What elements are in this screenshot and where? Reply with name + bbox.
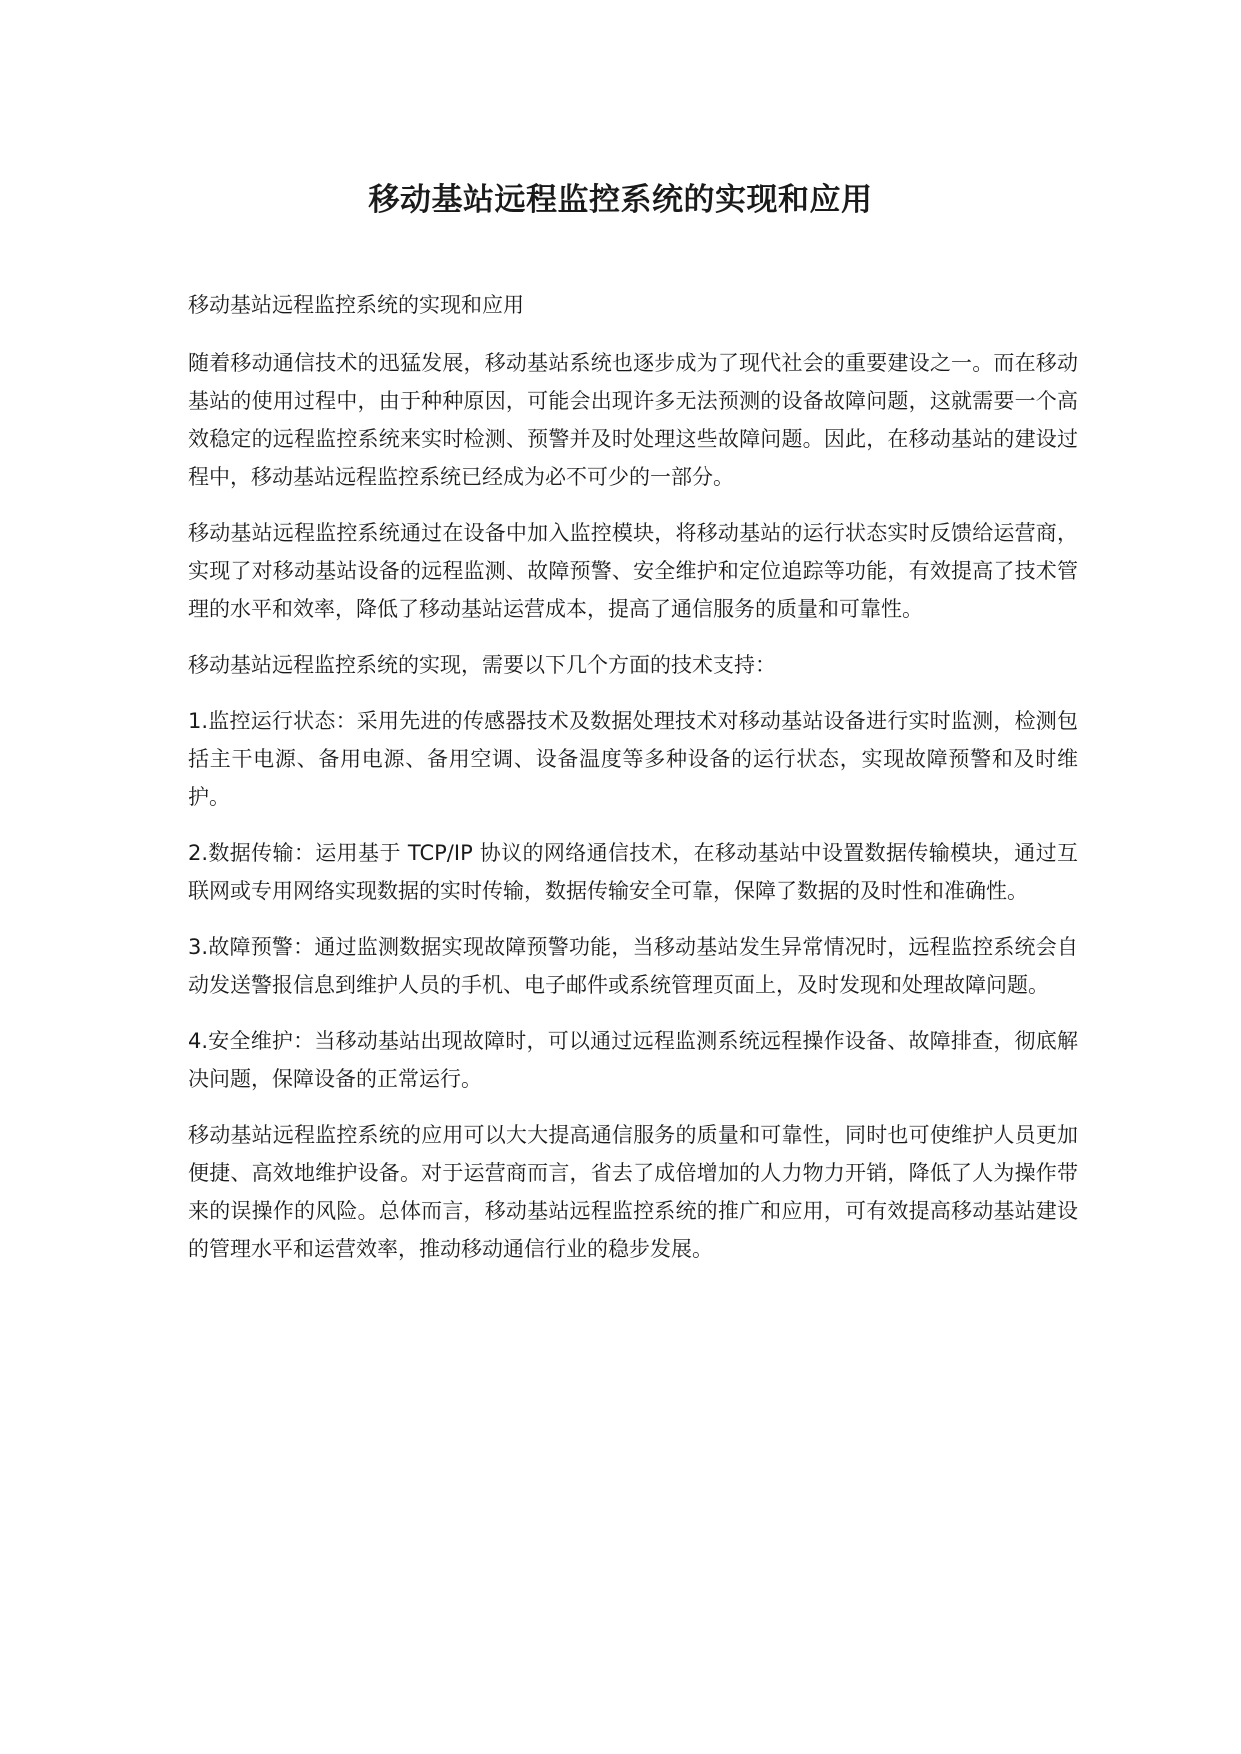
paragraph-item-4: 4.安全维护：当移动基站出现故障时，可以通过远程监测系统远程操作设备、故障排查，彻底解决问题，保障设备的正常运行。 <box>188 1029 1078 1091</box>
document-body <box>188 286 1078 1286</box>
paragraph-intro: 随着移动通信技术的迅猛发展，移动基站系统也逐步成为了现代社会的重要建设之一。而在移动基站的使用过程中，由于种种原因，可能会出现许多无法预测的设备故障问题，这就需要一个高效稳定的远程监控系统来实时检测、预警并及时处理这些故障问题。因此，在移动基站的建设过程中，移动基站远程监控系统已经成为必不可少的一部分。 <box>188 351 1078 489</box>
paragraph-item-2: 2.数据传输：运用基于 TCP/IP 协议的网络通信技术，在移动基站中设置数据传输模块，通过互联网或专用网络实现数据的实时传输，数据传输安全可靠，保障了数据的及时性和准确性。 <box>188 841 1078 903</box>
paragraph-item-3: 3.故障预警：通过监测数据实现故障预警功能，当移动基站发生异常情况时，远程监控系统会自动发送警报信息到维护人员的手机、电子邮件或系统管理页面上，及时发现和处理故障问题。 <box>188 935 1078 997</box>
paragraph-item-1: 1.监控运行状态：采用先进的传感器技术及数据处理技术对移动基站设备进行实时监测，检测包括主干电源、备用电源、备用空调、设备温度等多种设备的运行状态，实现故障预警和及时维护。 <box>188 709 1078 809</box>
paragraph-requirements: 移动基站远程监控系统的实现，需要以下几个方面的技术支持： <box>188 653 776 677</box>
paragraph-conclusion: 移动基站远程监控系统的应用可以大大提高通信服务的质量和可靠性，同时也可使维护人员更加便捷、高效地维护设备。对于运营商而言，省去了成倍增加的人力物力开销，降低了人为操作带来的误操作的风险。总体而言，移动基站远程监控系统的推广和应用，可有效提高移动基站建设的管理水平和运营效率，推动移动通信行业的稳步发展。 <box>188 1123 1078 1261</box>
paragraph-subtitle: 移动基站远程监控系统的实现和应用 <box>188 293 524 317</box>
paragraph-overview: 移动基站远程监控系统通过在设备中加入监控模块，将移动基站的运行状态实时反馈给运营商，实现了对移动基站设备的远程监测、故障预警、安全维护和定位追踪等功能，有效提高了技术管理的水平和效率，降低了移动基站运营成本，提高了通信服务的质量和可靠性。 <box>188 521 1078 621</box>
document-title: 移动基站远程监控系统的实现和应用 <box>368 182 873 218</box>
